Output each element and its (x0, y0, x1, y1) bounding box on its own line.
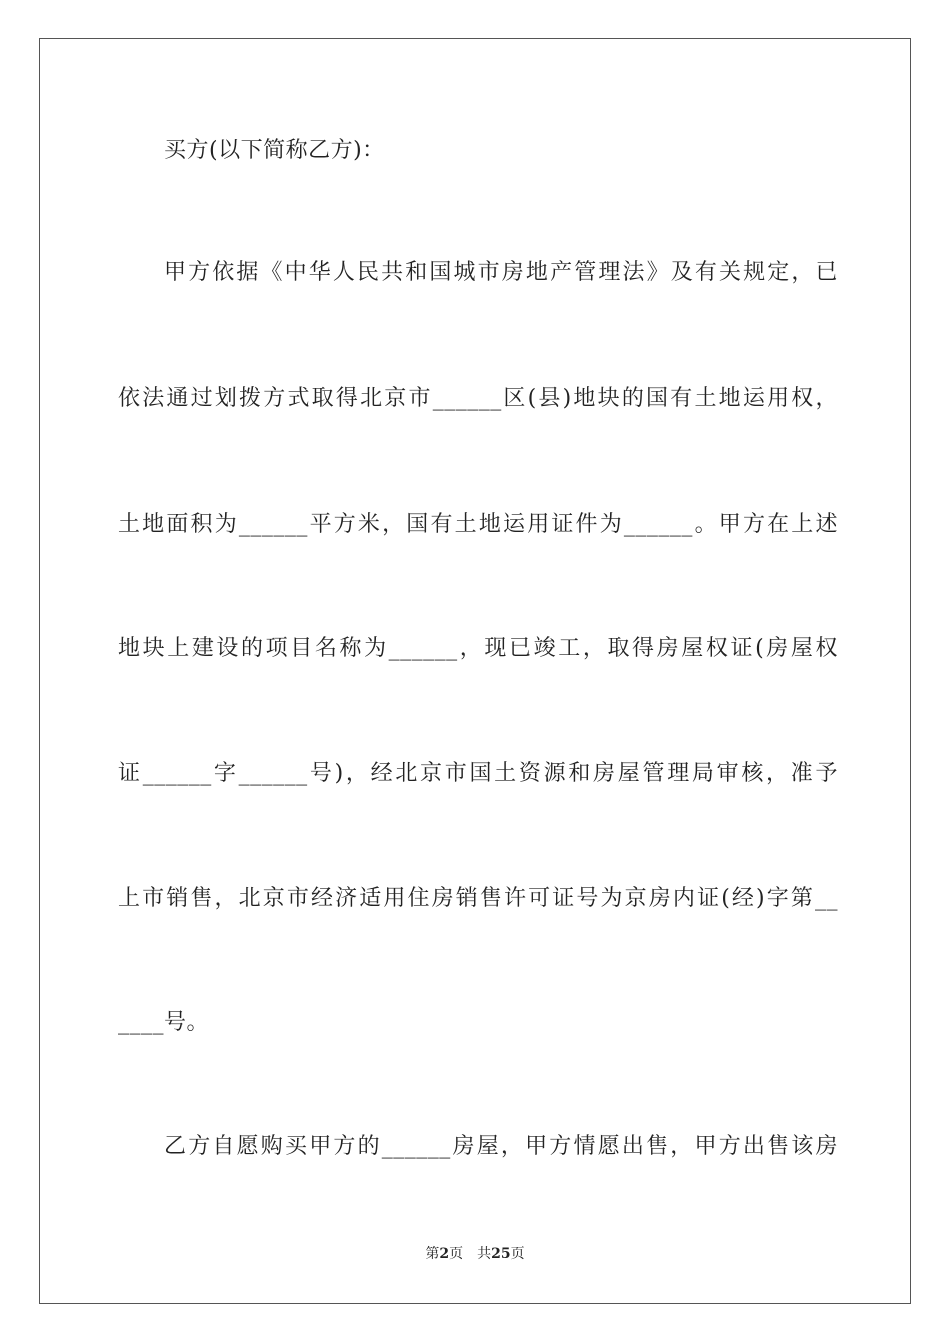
line-paragraph-1-line-4: 地块上建设的项目名称为______，现已竣工，取得房屋权证(房屋权 (118, 636, 838, 661)
total-prefix: 共 (477, 1246, 492, 1262)
total-suffix: 页 (510, 1246, 525, 1262)
page-border (39, 38, 911, 1304)
line-paragraph-2-line-1: 乙方自愿购买甲方的______房屋，甲方情愿出售，甲方出售该房 (164, 1134, 838, 1159)
page-suffix: 页 (449, 1246, 464, 1262)
line-paragraph-1-line-7: ____号。 (118, 1010, 210, 1035)
total-pages: 25 (491, 1246, 511, 1262)
page-number: 2 (439, 1246, 450, 1262)
line-paragraph-1-line-1: 甲方依据《中华人民共和国城市房地产管理法》及有关规定，已 (164, 260, 838, 285)
line-paragraph-1-line-6: 上市销售，北京市经济适用住房销售许可证号为京房内证(经)字第__ (118, 886, 838, 911)
line-paragraph-1-line-2: 依法通过划拨方式取得北京市______区(县)地块的国有土地运用权， (118, 386, 838, 411)
line-paragraph-1-line-3: 土地面积为______平方米，国有土地运用证件为______。甲方在上述 (118, 512, 838, 537)
page-prefix: 第 (425, 1246, 440, 1262)
line-paragraph-1-line-5: 证______字______号)，经北京市国土资源和房屋管理局审核，准予 (118, 761, 838, 786)
page-footer (0, 1244, 950, 1264)
line-buyer-heading: 买方(以下简称乙方)： (164, 138, 385, 163)
